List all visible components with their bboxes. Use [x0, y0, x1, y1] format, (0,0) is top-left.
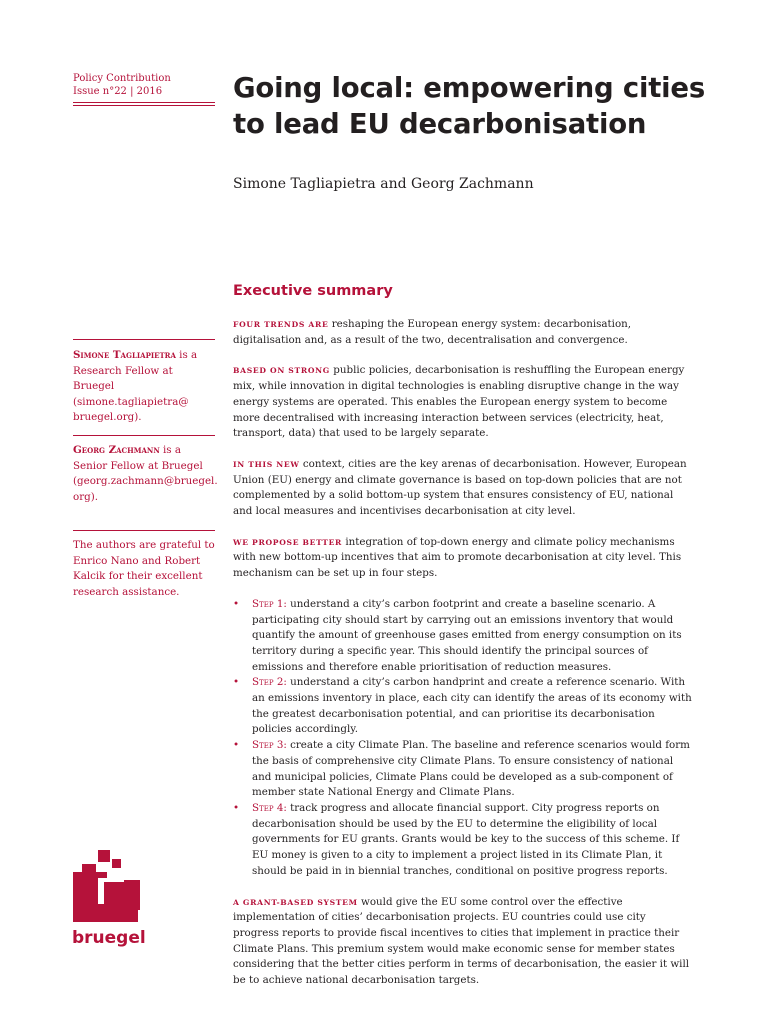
paragraph: [233, 535, 693, 582]
logo-mark-icon: [72, 850, 152, 928]
author-note-zachmann: [73, 443, 218, 505]
paragraph-lead: BASED ON STRONG: [233, 366, 330, 376]
series-block: [73, 72, 215, 106]
list-item: [233, 597, 693, 676]
list-item: [233, 738, 693, 801]
step-label: Step 1:: [252, 597, 287, 610]
author-bio: is a Research Fellow at Bruegel (simone.tagliapietra@ bruegel.org).: [73, 349, 198, 423]
series-name: Policy Contribution: [73, 73, 171, 84]
sidebar-rule: [73, 435, 215, 436]
author-name: Georg Zachmann: [73, 444, 160, 456]
paragraph-lead: A GRANT-BASED SYSTEM: [233, 897, 358, 907]
logo-wordmark: bruegel: [72, 928, 146, 948]
step-text: create a city Climate Plan. The baseline and reference scenarios would form the basis of comprehensive city Climate Plans. To ensure consistency of national and municipal policies, Climate Plans could be developed as a sub-component of member state National Energy and Climate Plans.: [252, 739, 690, 799]
authors: Simone Tagliapietra and Georg Zachmann: [233, 176, 534, 192]
list-item: [233, 675, 693, 738]
step-label: Step 3:: [252, 739, 287, 752]
paragraph-text: integration of top-down energy and climate policy mechanisms with new bottom-up incentives that aim to promote decarbonisation at city level. This mechanism can be set up in four steps.: [233, 535, 682, 580]
page-title: Going local: empowering cities to lead EU decarbonisation: [233, 72, 705, 140]
issue-number: Issue n°22 | 2016: [73, 86, 163, 97]
sidebar-rule: [73, 530, 215, 531]
sidebar-rule: [73, 339, 215, 340]
step-text: understand a city’s carbon footprint and create a baseline scenario. A participating city should start by carrying out an emissions inventory that would quantify the amount of greenhouse gases emitted from energy consumption on its territory during a specific year. This should identify the principal sources of emissions and therefore enable prioritisation of reduction measures.: [252, 597, 682, 673]
paragraph: [233, 363, 693, 442]
paragraph-text: reshaping the European energy system: decarbonisation, digitalisation and, as a result of the two, decentralisation and convergence.: [233, 318, 632, 346]
header-rule: [73, 102, 215, 106]
step-text: understand a city’s carbon handprint and create a reference scenario. With an emissions inventory in place, each city can identify the areas of its economy with the greatest decarbonisation potential, and can prioritise its decarbonisation policies accordingly.: [252, 676, 692, 736]
author-name: Simone Tagliapietra: [73, 349, 176, 361]
paragraph-text: would give the EU some control over the effective implementation of cities’ decarbonisation projects. EU countries could use city progress reports to provide fiscal incentives to cities that implement in practice their Climate Plans. This premium system would make economic sense for member states considering that the better cities perform in terms of decarbonisation, the easier it will be to achieve national decarbonisation targets.: [233, 895, 690, 987]
paragraph-lead: IN THIS NEW: [233, 459, 300, 469]
list-item: [233, 801, 693, 880]
bullet-icon: •: [233, 801, 240, 814]
step-label: Step 4:: [252, 801, 287, 814]
paragraph-text: context, cities are the key arenas of decarbonisation. However, European Union (EU) energy and climate governance is based on top-down policies that are not complemented by a solid bottom-up system that ensures consistency of EU, national and local measures and incentivises decarbonisation at city level.: [233, 457, 687, 518]
paragraph: [233, 457, 693, 520]
author-note-tagliapietra: [73, 348, 215, 426]
executive-summary-heading: Executive summary: [233, 283, 393, 299]
main-body: [233, 317, 693, 1004]
step-text: track progress and allocate financial support. City progress reports on decarbonisation should be used by the EU to determine the eligibility of local governments for EU grants. Grants would be key to the success of this scheme. If EU money is given to a city to implement a project listed in its Climate Plan, it should be paid in in biennial tranches, conditional on positive progress reports.: [252, 801, 680, 877]
bullet-icon: •: [233, 597, 240, 610]
acknowledgements-note: The authors are grateful to Enrico Nano and Robert Kalcik for their excellent research assistance.: [73, 539, 215, 598]
author-bio: is a Senior Fellow at Bruegel (georg.zachmann@bruegel. org).: [73, 444, 218, 503]
step-label: Step 2:: [252, 676, 287, 689]
paragraph: [233, 895, 693, 989]
bruegel-logo: [72, 850, 152, 950]
paragraph-lead: FOUR TRENDS ARE: [233, 320, 329, 329]
paragraph: [233, 317, 693, 348]
paragraph-lead: WE PROPOSE BETTER: [233, 537, 343, 547]
paragraph-text: public policies, decarbonisation is reshuffling the European energy mix, while innovation in digital technologies is enabling disruptive change in the way energy systems are operated. This enables the European energy system to become more decentralised with increasing interaction between services (electricity, heat, transport, data) that used to be largely separate.: [233, 364, 685, 440]
steps-list: [233, 597, 693, 880]
bullet-icon: •: [233, 739, 240, 752]
bullet-icon: •: [233, 676, 240, 689]
